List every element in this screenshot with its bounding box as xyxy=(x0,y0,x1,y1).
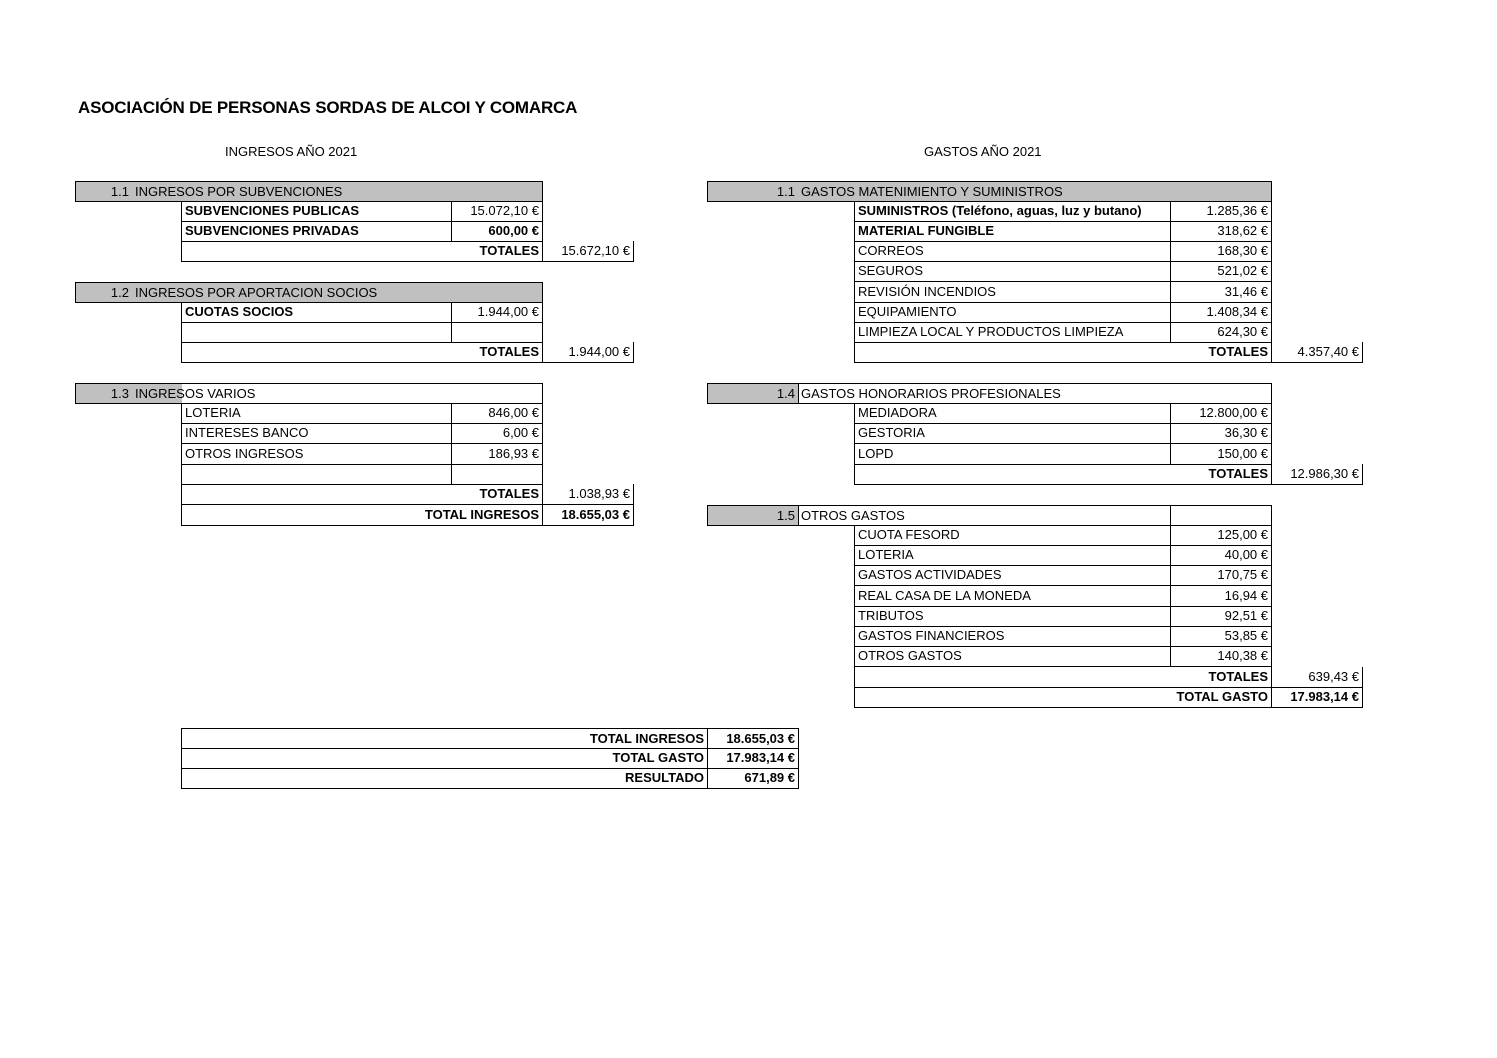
row-value: 318,62 € xyxy=(1170,221,1272,242)
ingresos-heading: INGRESOS AÑO 2021 xyxy=(225,144,358,159)
row-value: 15.072,10 € xyxy=(451,201,543,222)
summary-label: RESULTADO xyxy=(181,768,708,789)
row-label: LOTERIA xyxy=(854,545,1171,566)
totals-value: 4.357,40 € xyxy=(1271,342,1363,363)
totals-value: 1.038,93 € xyxy=(542,484,634,505)
section-label: GASTOS MATENIMIENTO Y SUMINISTROS xyxy=(798,181,1272,202)
empty-cell xyxy=(181,322,452,343)
row-value: 6,00 € xyxy=(451,423,543,444)
section-label: GASTOS HONORARIOS PROFESIONALES xyxy=(798,383,1272,404)
row-value: 53,85 € xyxy=(1170,626,1272,647)
row-label: TRIBUTOS xyxy=(854,606,1171,627)
page-title: ASOCIACIÓN DE PERSONAS SORDAS DE ALCOI Y COMARCA xyxy=(78,98,578,117)
row-value: 140,38 € xyxy=(1170,646,1272,667)
totals-value: 639,43 € xyxy=(1271,667,1363,688)
row-label: REAL CASA DE LA MONEDA xyxy=(854,586,1171,607)
row-label: INTERESES BANCO xyxy=(181,423,452,444)
totals-label: TOTALES xyxy=(854,342,1272,363)
section-label: INGRESOS POR SUBVENCIONES xyxy=(132,181,543,202)
total-ingresos-label: TOTAL INGRESOS xyxy=(181,505,543,526)
row-value: 600,00 € xyxy=(451,221,543,242)
section-number: 1.4 xyxy=(707,383,799,404)
row-label: CUOTAS SOCIOS xyxy=(181,302,452,323)
empty-cell xyxy=(451,464,543,485)
totals-label: TOTALES xyxy=(181,342,543,363)
row-value: 186,93 € xyxy=(451,444,543,465)
totals-label: TOTALES xyxy=(854,667,1272,688)
row-label: LOPD xyxy=(854,444,1171,465)
row-value: 125,00 € xyxy=(1170,525,1272,546)
row-value: 1.944,00 € xyxy=(451,302,543,323)
totals-label: TOTALES xyxy=(181,241,543,262)
row-label: CORREOS xyxy=(854,241,1171,262)
row-value: 624,30 € xyxy=(1170,322,1272,343)
row-label: SEGUROS xyxy=(854,261,1171,282)
row-label: GASTOS ACTIVIDADES xyxy=(854,565,1171,586)
summary-value: 17.983,14 € xyxy=(707,748,799,769)
row-label: MEDIADORA xyxy=(854,403,1171,424)
row-label: LOTERIA xyxy=(181,403,452,424)
row-label: CUOTA FESORD xyxy=(854,525,1171,546)
row-value: 1.408,34 € xyxy=(1170,302,1272,323)
row-label: SUBVENCIONES PUBLICAS xyxy=(181,201,452,222)
summary-label: TOTAL GASTO xyxy=(181,748,708,769)
section-number: 1.1 xyxy=(707,181,799,202)
row-label: SUMINISTROS (Teléfono, aguas, luz y butano) xyxy=(854,201,1171,222)
totals-label: TOTALES xyxy=(181,484,543,505)
section-label: INGRESOS POR APORTACION SOCIOS xyxy=(132,282,543,303)
row-label: OTROS GASTOS xyxy=(854,646,1171,667)
section-label: INGRESOS VARIOS xyxy=(135,386,256,401)
empty-cell xyxy=(1170,505,1272,526)
row-value: 1.285,36 € xyxy=(1170,201,1272,222)
section-number: 1.1 xyxy=(75,181,133,202)
section-number: 1.5 xyxy=(707,505,799,526)
gastos-heading: GASTOS AÑO 2021 xyxy=(924,144,1042,159)
row-value: 31,46 € xyxy=(1170,282,1272,303)
section-label-row xyxy=(132,383,543,404)
row-label: MATERIAL FUNGIBLE xyxy=(854,221,1171,242)
summary-value: 671,89 € xyxy=(707,768,799,789)
empty-cell xyxy=(451,322,543,343)
row-value: 170,75 € xyxy=(1170,565,1272,586)
row-value: 12.800,00 € xyxy=(1170,403,1272,424)
totals-value: 1.944,00 € xyxy=(542,342,634,363)
row-label: REVISIÓN INCENDIOS xyxy=(854,282,1171,303)
section-number: 1.2 xyxy=(75,282,133,303)
empty-cell xyxy=(181,464,452,485)
row-label: GESTORIA xyxy=(854,423,1171,444)
total-gasto-label: TOTAL GASTO xyxy=(854,687,1272,708)
section-number: 1.3 xyxy=(75,383,133,404)
row-value: 40,00 € xyxy=(1170,545,1272,566)
row-label: GASTOS FINANCIEROS xyxy=(854,626,1171,647)
row-value: 168,30 € xyxy=(1170,241,1272,262)
row-value: 521,02 € xyxy=(1170,261,1272,282)
total-gasto-value: 17.983,14 € xyxy=(1271,687,1363,708)
row-value: 150,00 € xyxy=(1170,444,1272,465)
row-label: LIMPIEZA LOCAL Y PRODUCTOS LIMPIEZA xyxy=(854,322,1171,343)
summary-value: 18.655,03 € xyxy=(707,728,799,749)
row-value: 92,51 € xyxy=(1170,606,1272,627)
summary-label: TOTAL INGRESOS xyxy=(181,728,708,749)
row-value: 16,94 € xyxy=(1170,586,1272,607)
total-ingresos-value: 18.655,03 € xyxy=(542,505,634,526)
row-value: 846,00 € xyxy=(451,403,543,424)
totals-value: 15.672,10 € xyxy=(542,241,634,262)
totals-value: 12.986,30 € xyxy=(1271,464,1363,485)
row-value: 36,30 € xyxy=(1170,423,1272,444)
section-label: OTROS GASTOS xyxy=(798,505,1171,526)
totals-label: TOTALES xyxy=(854,464,1272,485)
row-label: SUBVENCIONES PRIVADAS xyxy=(181,221,452,242)
row-label: EQUIPAMIENTO xyxy=(854,302,1171,323)
row-label: OTROS INGRESOS xyxy=(181,444,452,465)
